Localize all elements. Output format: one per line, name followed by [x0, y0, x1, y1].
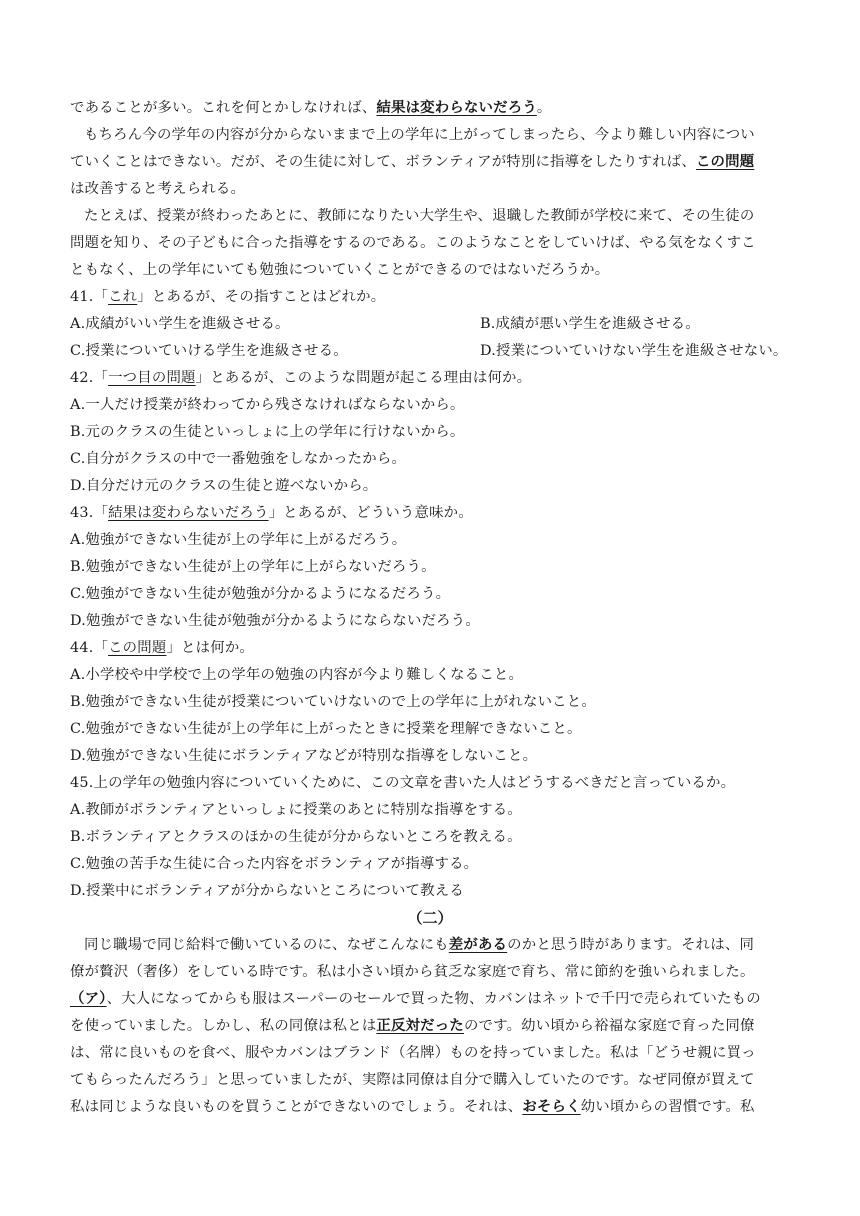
question-41	[70, 287, 385, 307]
option-row	[70, 341, 788, 361]
option-c[interactable]: C.勉強ができない生徒が上の学年に上がったときに授業を理解できないこと。	[70, 721, 582, 737]
passage-line: 僚が贅沢（奢侈）をしている時です。私は小さい頃から貧乏な家庭で育ち、常に節約を強いられました。	[70, 964, 755, 980]
option-d[interactable]: D.自分だけ元のクラスの生徒と遊べないから。	[70, 478, 378, 494]
passage-line	[70, 989, 761, 1009]
text: 42.「	[70, 370, 109, 386]
passage-line: は、常に良いものを食べ、服やカバンはブランド（名牌）ものを持っていました。私は「どうせ親に買っ	[70, 1045, 756, 1061]
text: 」とあるが、このような問題が起こる理由は何か。	[195, 370, 532, 386]
text: 43.「	[70, 505, 109, 521]
blank-marker: （ア）	[70, 990, 107, 1007]
section-heading: （二）	[407, 909, 453, 927]
option-b[interactable]: B.成績が悪い学生を進級させる。	[480, 316, 700, 332]
question-42	[70, 368, 531, 388]
passage-line	[70, 1097, 755, 1117]
option-d[interactable]: D.授業についていけない学生を進級させない。	[480, 343, 788, 359]
text: を使っていました。しかし、私の同僚は私とは	[70, 1018, 377, 1034]
option-a[interactable]: A.勉強ができない生徒が上の学年に上がるだろう。	[70, 532, 407, 548]
passage-line: 問題を知り、その子どもに合った指導をするのである。このようなことをしていけば、やる気をなくすこ	[70, 235, 756, 251]
option-d[interactable]: D.勉強ができない生徒にボランティアなどが特別な指導をしないこと。	[70, 748, 538, 764]
text: 」とは何か。	[166, 640, 254, 656]
emphasized-phrase: おそらく	[522, 1098, 581, 1115]
text: ていくことはできない。だが、その生徒に対して、ボランティアが特別に指導をしたりすれば、	[70, 154, 696, 170]
underlined-phrase: この問題	[108, 640, 167, 656]
underlined-phrase: 結果は変わらないだろう	[108, 505, 269, 521]
text: のです。幼い頃から裕福な家庭で育った同僚	[463, 1018, 755, 1034]
text: 幼い頃からの習慣です。私	[580, 1099, 755, 1115]
option-b[interactable]: B.勉強ができない生徒が授業についていけないので上の学年に上がれないこと。	[70, 694, 596, 710]
text: 」とあるが、その指すことはどれか。	[137, 289, 386, 305]
emphasized-phrase: この問題	[695, 153, 755, 170]
passage-line	[84, 935, 754, 955]
underlined-phrase: これ	[108, 289, 138, 305]
text: 41.「	[70, 289, 109, 305]
text: 」とあるが、どういう意味か。	[268, 505, 473, 521]
text: 、大人になってからも服はスーパーのセールで買った物、カバンはネットで千円で売られていたもの	[106, 991, 761, 1007]
question-43	[70, 503, 473, 523]
option-a[interactable]: A.教師がボランティアといっしょに授業のあとに特別な指導をする。	[70, 802, 522, 818]
passage-line: は改善すると考えられる。	[70, 181, 246, 197]
text: 私は同じような良いものを買うことができないのでしょう。それは、	[70, 1099, 523, 1115]
option-c[interactable]: C.勉強ができない生徒が勉強が分かるようになるだろう。	[70, 586, 451, 602]
text: 同じ職場で同じ給料で働いているのに、なぜこんなにも	[84, 937, 449, 953]
option-c[interactable]: C.自分がクラスの中で一番勉強をしなかったから。	[70, 451, 407, 467]
passage-line: もちろん今の学年の内容が分からないままで上の学年に上がってしまったら、今より難しい内容につい	[84, 127, 755, 143]
question-44	[70, 638, 254, 658]
text: 44.「	[70, 640, 109, 656]
underlined-phrase: 一つ目の問題	[108, 370, 196, 386]
passage-line	[70, 98, 552, 118]
emphasized-phrase: 正反対だった	[376, 1017, 464, 1034]
option-d[interactable]: D.勉強ができない生徒が勉強が分かるようにならないだろう。	[70, 613, 480, 629]
emphasized-phrase: 差がある	[448, 936, 508, 953]
emphasized-phrase: 結果は変わらないだろう	[376, 99, 537, 116]
option-a[interactable]: A.成績がいい学生を進級させる。	[70, 316, 290, 332]
option-b[interactable]: B.ボランティアとクラスのほかの生徒が分からないところを教える。	[70, 829, 522, 845]
option-row	[70, 314, 700, 334]
option-b[interactable]: B.元のクラスの生徒といっしょに上の学年に行けないから。	[70, 424, 465, 440]
option-d[interactable]: D.授業中にボランティアが分からないところについて教える	[70, 883, 464, 899]
passage-line	[70, 152, 754, 172]
option-a[interactable]: A.小学校や中学校で上の学年の勉強の内容が今より難しくなること。	[70, 667, 524, 683]
option-c[interactable]: C.勉強の苦手な生徒に合った内容をボランティアが指導する。	[70, 856, 479, 872]
passage-line	[70, 1016, 755, 1036]
passage-line: てもらったんだろう」と思っていましたが、実際は同僚は自分で購入していたのです。なぜ同僚が買えて	[70, 1072, 755, 1088]
passage-line: ともなく、上の学年にいても勉強についていくことができるのではないだろうか。	[70, 262, 610, 278]
option-b[interactable]: B.勉強ができない生徒が上の学年に上がらないだろう。	[70, 559, 436, 575]
option-a[interactable]: A.一人だけ授業が終わってから残さなければならないから。	[70, 397, 465, 413]
text: であることが多い。これを何とかしなければ、	[70, 100, 377, 116]
option-c[interactable]: C.授業についていける学生を進級させる。	[70, 343, 348, 359]
passage-line: たとえば、授業が終わったあとに、教師になりたい大学生や、退職した教師が学校に来て、その生徒の	[84, 208, 755, 224]
question-45: 45.上の学年の勉強内容についていくために、この文章を書いた人はどうするべきだと言っているか。	[70, 775, 736, 791]
text: 。	[536, 100, 552, 116]
text: のかと思う時があります。それは、同	[507, 937, 755, 953]
